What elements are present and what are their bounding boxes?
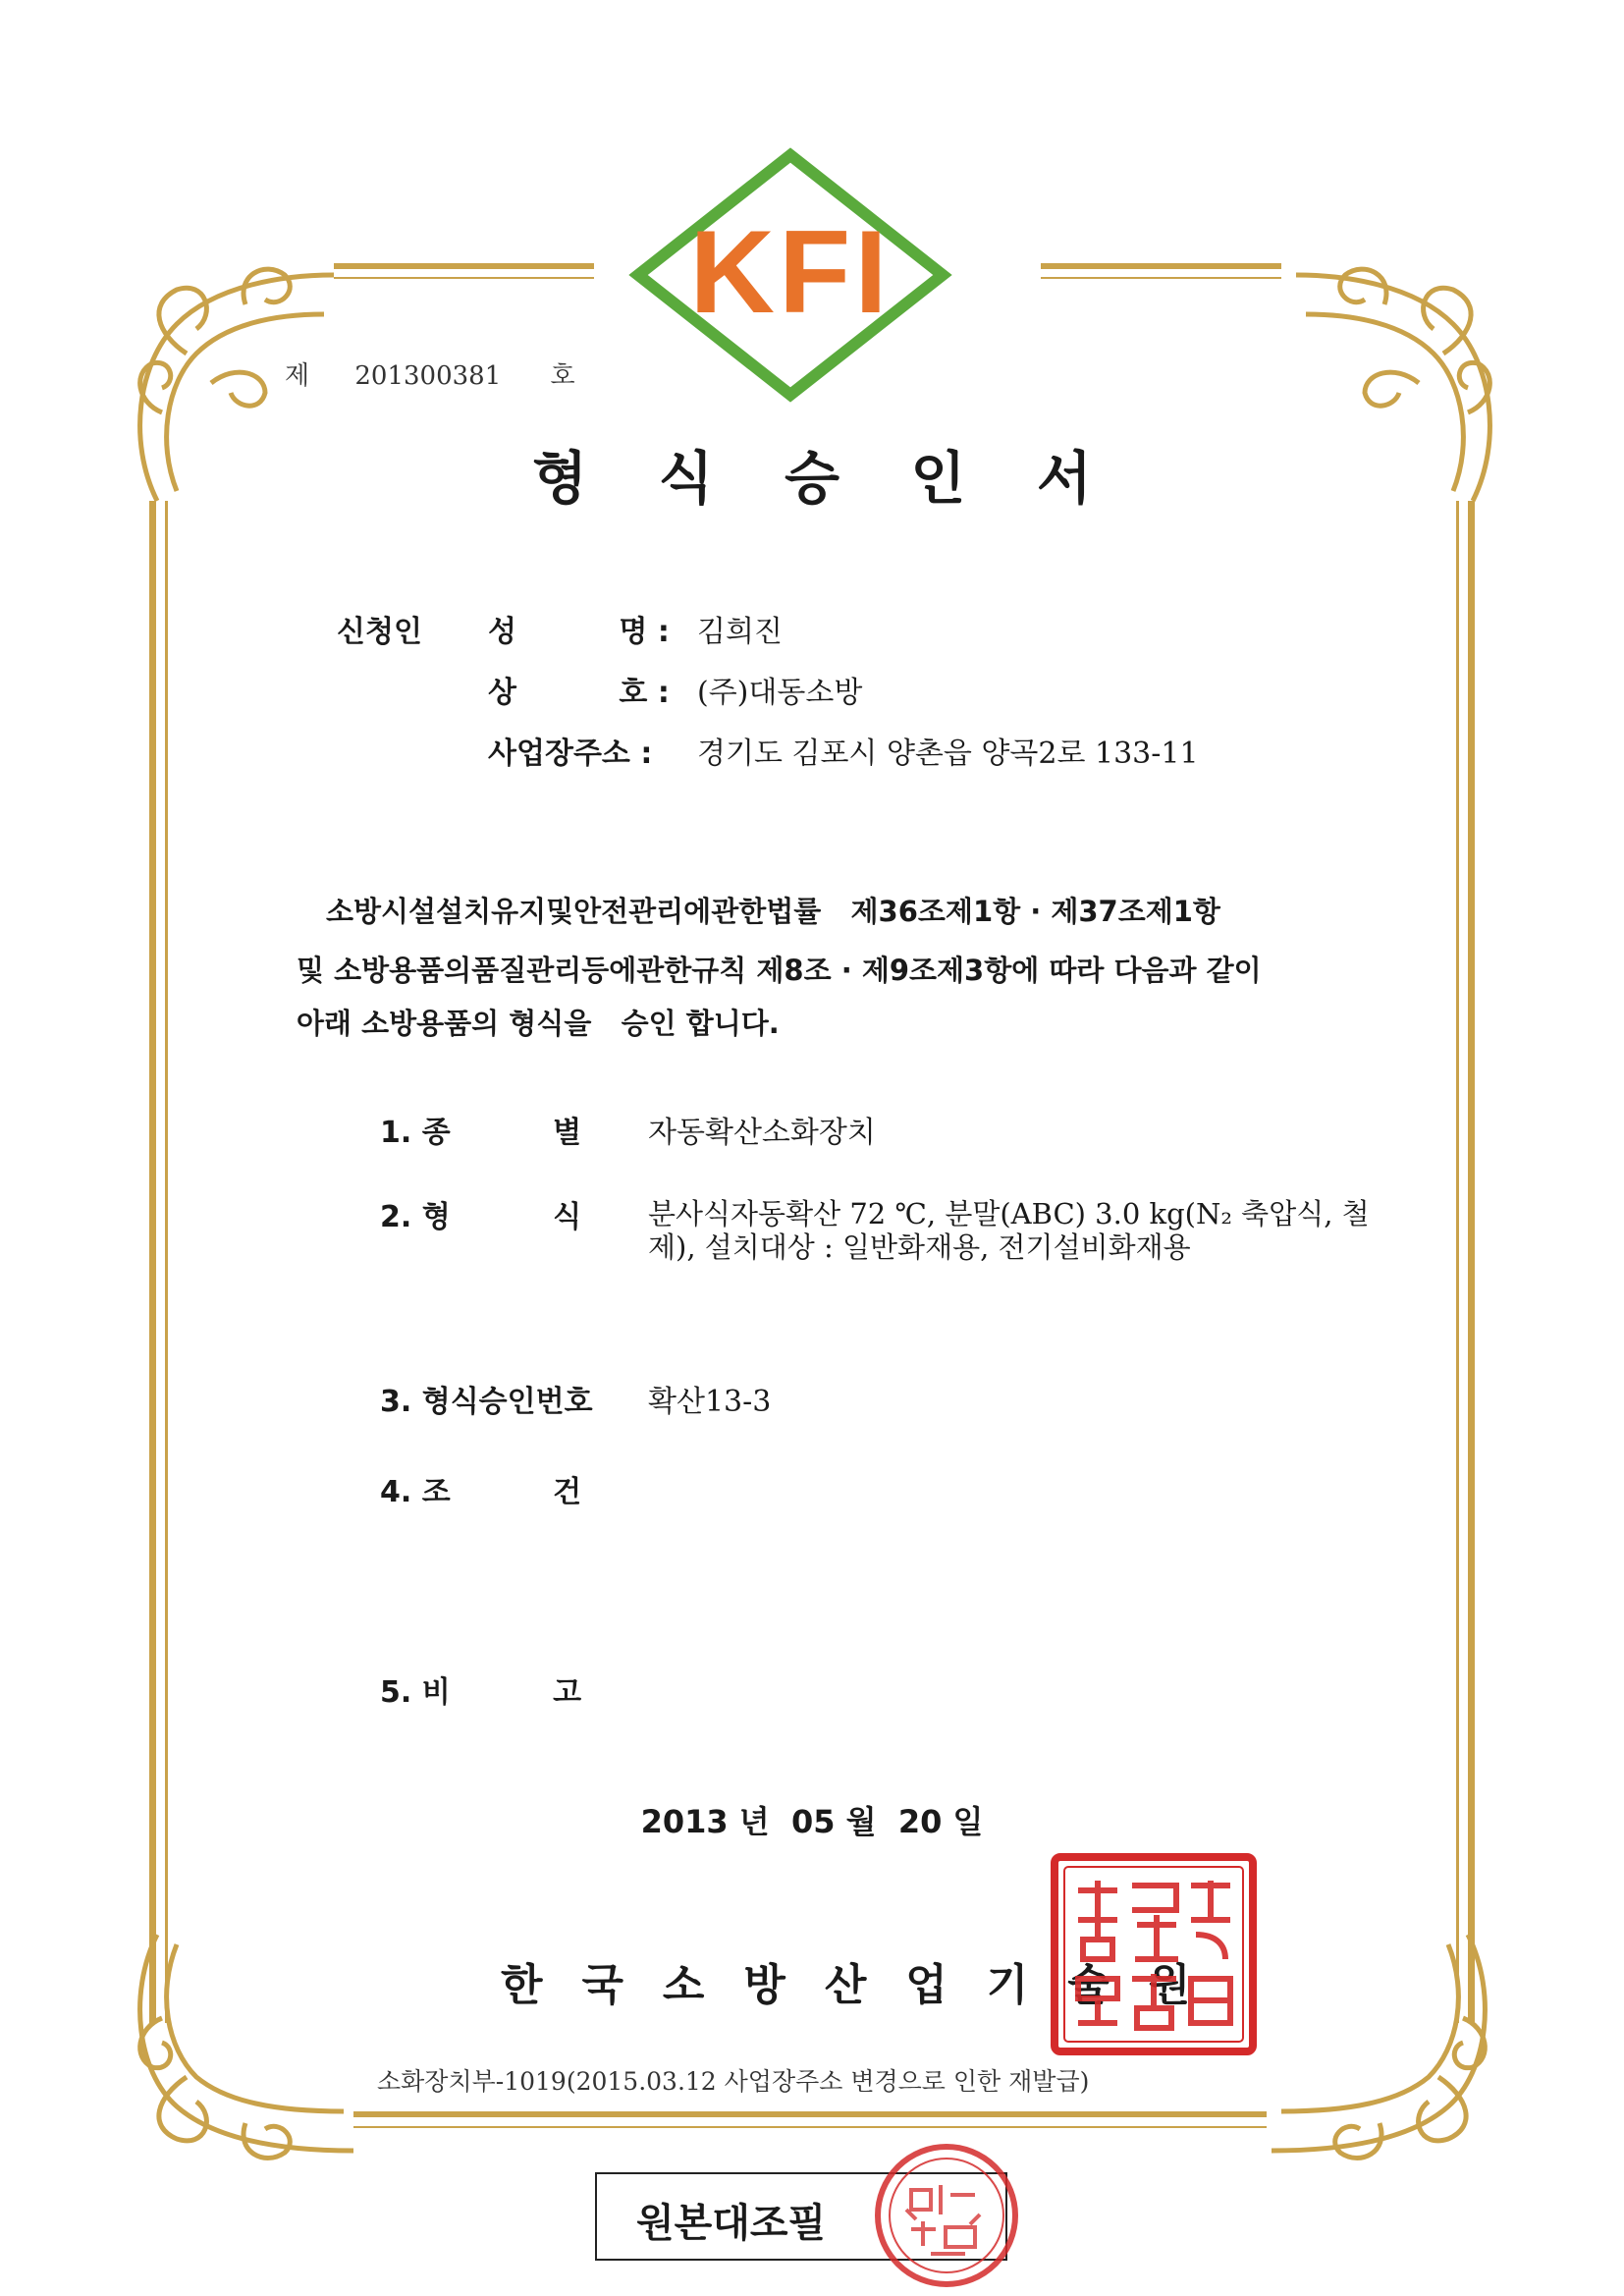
original-verified-label: 원본대조필 xyxy=(636,2201,827,2246)
company-round-seal xyxy=(872,2141,1021,2290)
item-value-approval-number: 확산13-3 xyxy=(648,1385,772,1419)
item-value-kind: 자동확산소화장치 xyxy=(648,1116,876,1150)
frame-top-right-thin xyxy=(1041,277,1281,279)
item-label-condition: 4. 조 건 xyxy=(380,1475,582,1509)
cert-number-prefix: 제 xyxy=(285,361,310,391)
frame-top-left-thin xyxy=(334,277,594,279)
statement-line-3: 아래 소방용품의 형식을 승인 합니다. xyxy=(297,1007,780,1040)
cert-number-suffix: 호 xyxy=(550,361,575,391)
official-seal-icon xyxy=(1049,1851,1259,2057)
ornament-bottom-left-icon xyxy=(118,1925,363,2180)
official-seal xyxy=(1049,1851,1259,2057)
item-label-approval-number: 3. 형식승인번호 xyxy=(380,1385,593,1419)
frame-bottom-outer xyxy=(353,2111,1267,2117)
ornament-bottom-right-icon xyxy=(1262,1925,1507,2180)
kfi-logo xyxy=(628,147,952,403)
applicant-section-label: 신청인 xyxy=(337,615,422,649)
frame-top-left xyxy=(334,263,594,269)
issuer-name: 한 국 소 방 산 업 기 술 원 xyxy=(501,1960,1203,2010)
company-round-seal-icon xyxy=(872,2141,1021,2290)
document-title: 형 식 승 인 서 xyxy=(532,445,1117,512)
frame-right-outer xyxy=(1468,501,1475,2023)
reissue-footnote: 소화장치부-1019(2015.03.12 사업장주소 변경으로 인한 재발급) xyxy=(377,2067,1090,2096)
item-value-type: 분사식자동확산 72 ℃, 분말(ABC) 3.0 kg(N₂ 축압식, 철 xyxy=(648,1197,1370,1230)
frame-left-outer xyxy=(149,501,156,2023)
applicant-name-label: 성 명 : xyxy=(488,615,670,649)
frame-right-inner xyxy=(1456,501,1459,2023)
applicant-name-value: 김희진 xyxy=(697,615,783,649)
statement-line-1: 소방시설설치유지및안전관리에관한법률 제36조제1항 · 제37조제1항 xyxy=(326,895,1220,928)
item-label-remarks: 5. 비 고 xyxy=(380,1675,582,1710)
statement-line-2: 및 소방용품의품질관리등에관한규칙 제8조 · 제9조제3항에 따라 다음과 같이 xyxy=(297,954,1262,987)
frame-left-inner xyxy=(165,501,168,2023)
kfi-logo-text: KFI xyxy=(689,206,892,338)
item-value-type-cont: 제), 설치대상 : 일반화재용, 전기설비화재용 xyxy=(648,1230,1191,1264)
item-label-type: 2. 형 식 xyxy=(380,1200,582,1234)
cert-number-line xyxy=(285,355,575,392)
cert-number-value: 201300381 xyxy=(354,361,502,391)
applicant-address-label: 사업장주소 : xyxy=(488,737,653,771)
applicant-address-value: 경기도 김포시 양촌읍 양곡2로 133-11 xyxy=(697,737,1199,771)
issue-date: 2013 년 05 월 20 일 xyxy=(640,1803,984,1840)
frame-top-right xyxy=(1041,263,1281,269)
item-label-kind: 1. 종 별 xyxy=(380,1116,582,1150)
frame-bottom-inner xyxy=(353,2126,1267,2128)
applicant-company-label: 상 호 : xyxy=(488,676,670,710)
applicant-company-value: (주)대동소방 xyxy=(697,676,863,710)
